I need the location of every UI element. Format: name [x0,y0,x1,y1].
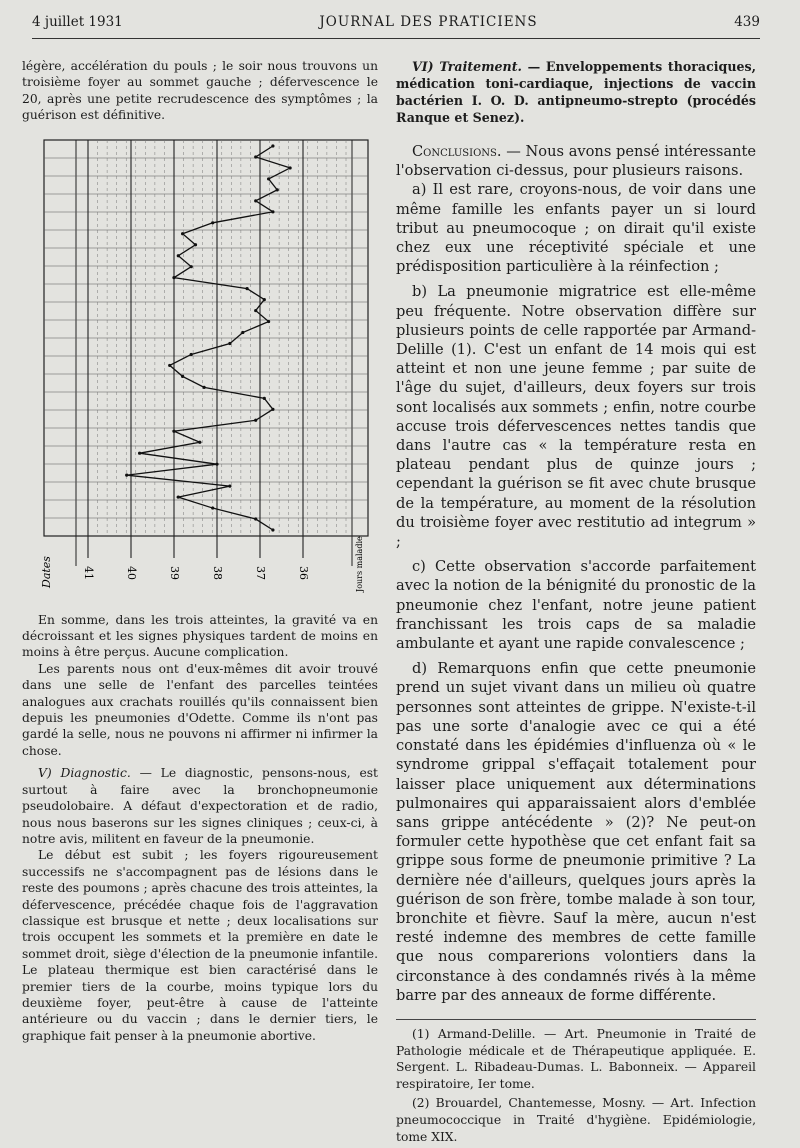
left-paragraph-1: légère, accélération du pouls ; le soir nous trouvons un troisième foyer au sommet gauche ; défervescence le 20, après une petite recrudescence des symptômes ; la guérison est définitive. [22,59,378,123]
days-column-label: Jours maladie [355,535,364,592]
left-column [22,58,378,1044]
temperature-point [198,440,201,443]
treatment-heading: VI) Traitement. [412,59,522,74]
temperature-tick-label: 38 [211,565,224,580]
footnote-1: (1) Armand-Delille. — Art. Pneumonie in Traité de Pathologie médicale et de Thérapeutique appliquée. E. Sergent. L. Ribadeau-Dumas. L. Babonneix. — Appareil respiratoire, Ier tome. [396,1026,756,1091]
temperature-point [271,407,274,410]
temperature-point [138,451,141,454]
diagnostic-text: — Le diagnostic, pensons-nous, est surtout à faire avec la bronchopneumonie pseudolobaire. A défaut d'expectoration et de radio, nous nous baserons sur les signes cliniques ; ceux-ci, à notre avis, militent en faveur de la pneumonie. [22,766,378,846]
temperature-tick-label: 41 [82,565,95,580]
temperature-point [267,177,270,180]
temperature-point [254,155,257,158]
conclusion-a: a) Il est rare, croyons-nous, de voir dans une même famille les enfants payer un si lourd tribut au pneumocoque ; on dirait qu'il existe chez eux une réceptivité spéciale et une prédisposition particulière à la réinfection ; [396,181,756,276]
temperature-point [228,484,231,487]
temperature-point [172,429,175,432]
conclusions-heading: Conclusions. [412,143,502,160]
temperature-point [246,287,249,290]
footnote-2: (2) Brouardel, Chantemesse, Mosny. — Art. Infection pneumococcique in Traité d'hygiène. Epidémiologie, tome XIX. [396,1096,756,1144]
temperature-point [254,309,257,312]
temperature-point [168,363,171,366]
temperature-point [125,473,128,476]
temperature-point [254,199,257,202]
header-rule [32,38,760,39]
temperature-point [181,374,184,377]
temperature-tick-label: 37 [254,565,267,580]
temperature-point [203,385,206,388]
temperature-point [181,232,184,235]
temperature-point [177,495,180,498]
temperature-point [254,517,257,520]
temperature-point [190,352,193,355]
right-column [396,58,756,1148]
temperature-point [263,298,266,301]
header-date: 4 juillet 1931 [32,14,123,30]
treatment-text: — Enveloppements thoraciques, médication toni-cardiaque, injections de vaccin bactérien I. O. D. antipneumo-strepto (procédés Ranque et Senez). [396,59,756,125]
temperature-point [211,221,214,224]
conclusion-c: c) Cette observation s'accorde parfaitement avec la notion de la bénignité du pronostic de la pneumonie chez l'enfant, notre jeune patient franchissant les trois caps de sa maladie ambulante et ayant une rapide convalescence ; [396,558,756,653]
temperature-point [289,166,292,169]
temperature-chart [36,136,378,602]
temperature-point [276,188,279,191]
dates-column-label: Dates [40,555,53,588]
temperature-tick-label: 39 [168,565,181,580]
temperature-tick-label: 36 [297,565,310,580]
diagnostic-heading: V) Diagnostic. [38,766,131,781]
treatment-paragraph [396,58,756,126]
conclusions-text: — Nous avons pensé intéressante l'observation ci-dessus, pour plusieurs raisons. [396,143,756,180]
temperature-point [271,528,274,531]
left-paragraph-3: Les parents nous ont d'eux-mêmes dit avoir trouvé dans une selle de l'enfant des parcelles teintées analogues aux crachats rouillés qu'ils connaissent bien depuis les pneumonies d'Odette. Comme ils n'ont pas gardé la selle, nous ne pouvons ni affirmer ni infirmer la chose. [22,661,378,758]
temperature-point [271,210,274,213]
header-page-number: 439 [734,14,760,30]
temperature-point [267,320,270,323]
temperature-chart-svg [36,136,378,602]
conclusion-b: b) La pneumonie migratrice est elle-même peu fréquente. Notre observation diffère sur plusieurs points de celle rapportée par Armand-Delille (1). C'est un enfant de 14 mois qui est atteint et non une jeune femme ; par suite de l'âge du sujet, d'ailleurs, deux foyers sur trois sont localisés aux sommets ; enfin, notre courbe accuse trois défervescences nettes tandis que dans l'autre cas « la température resta en plateau pendant plus de quinze jours ; cependant la guérison se fit avec chute brusque de la température, au moment de la résolution du troisième foyer avec restitutio ad integrum » ; [396,283,756,551]
temperature-point [194,243,197,246]
left-paragraph-2: En somme, dans les trois atteintes, la gravité va en décroissant et les signes physiques tardent de moins en moins à être perçus. Aucune complication. [22,612,378,660]
left-paragraph-diagnostic [22,765,378,847]
temperature-point [211,506,214,509]
temperature-tick-label: 40 [125,565,138,580]
temperature-point [215,462,218,465]
running-head [32,14,760,36]
temperature-point [228,342,231,345]
temperature-point [241,331,244,334]
temperature-point [271,144,274,147]
conclusions-paragraph [396,142,756,180]
temperature-point [177,254,180,257]
conclusion-d: d) Remarquons enfin que cette pneumonie prend un sujet vivant dans un milieu où quatre personnes sont atteintes de grippe. N'existe-t-il pas une sorte d'analogie avec ce qui a été constaté dans les épidémies d'influenza où « le syndrome grippal s'effaçait totalement pour laisser place uniquement aux déterminations pulmonaires qui apparaissaient alors d'emblée sans grippe antécédente » (2)? Ne peut-on formuler cette hypothèse que cet enfant fait sa grippe sous forme de pneumonie primitive ? La dernière née d'ailleurs, quelques jours après la guérison de son frère, tombe malade à son tour, bronchite et fièvre. Sauf la mère, aucun n'est resté indemne des membres de cette famille que nous comparerions volontiers dans la circonstance à des condamnés rivés à la même barre par des anneaux de forme différente. [396,660,756,1004]
temperature-point [172,276,175,279]
header-journal: JOURNAL DES PRATICIENS [319,14,538,30]
temperature-point [263,396,266,399]
left-paragraph-5: Le début est subit ; les foyers rigoureusement successifs ne s'accompagnent pas de lésions dans le reste des poumons ; après chacune des trois atteintes, la défervescence, précédée chaque fois de l'aggravation classique est brusque et nette ; deux localisations sur trois occupent les sommets et la première en date le sommet droit, siège d'élection de la pneumonie infantile. Le plateau thermique est bien caractérisé dans le premier tiers de la courbe, moins typique lors du deuxième foyer, peut-être à cause de l'atteinte antérieure ou du vaccin ; dans le dernier tiers, le graphique fait penser à la pneumonie abortive. [22,848,378,1043]
footnotes [396,1019,756,1145]
temperature-point [254,418,257,421]
temperature-point [190,265,193,268]
